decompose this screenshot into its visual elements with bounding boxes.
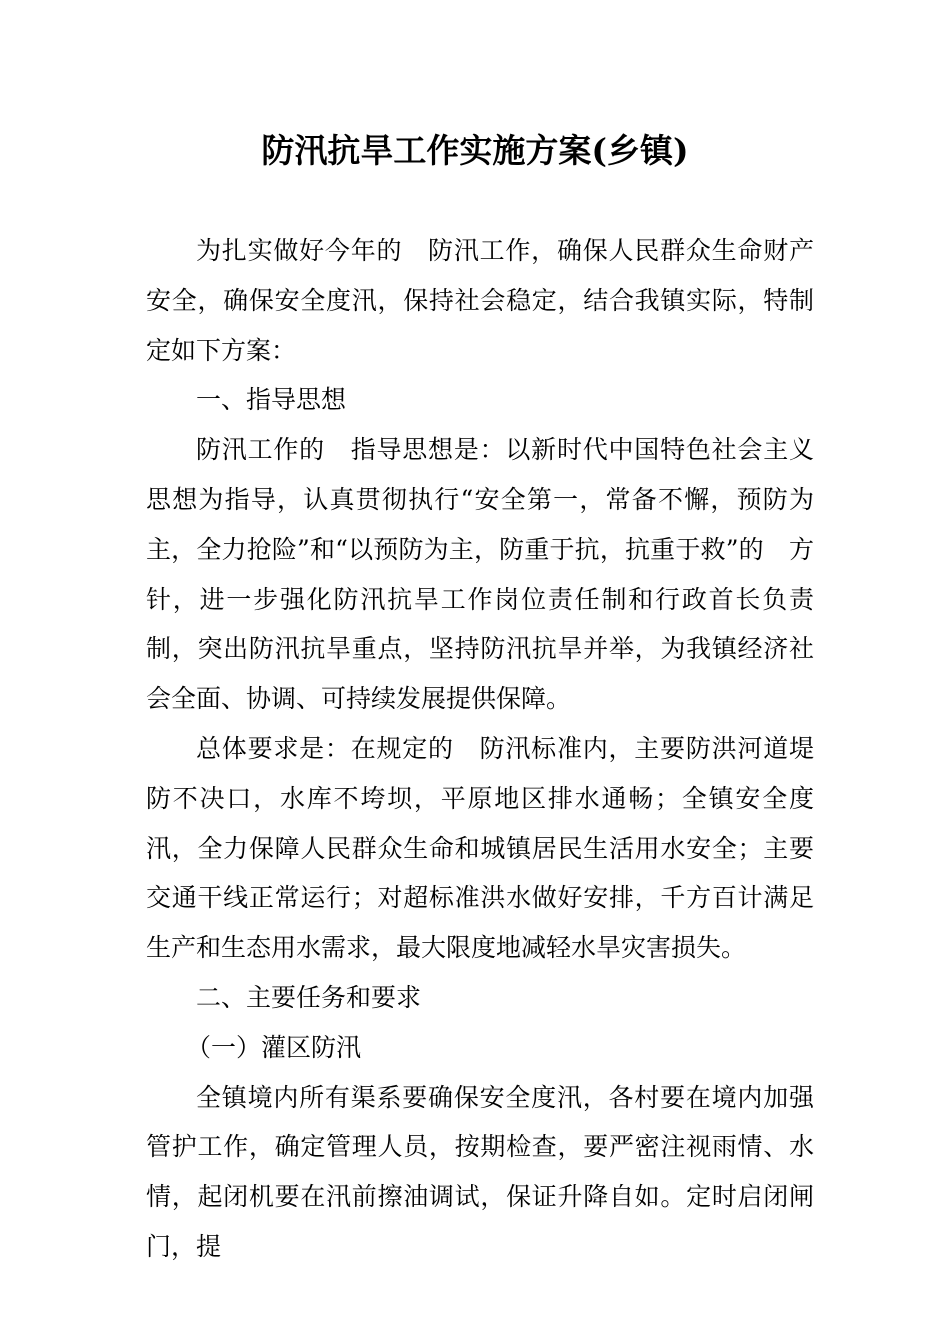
- document-body: [146, 226, 814, 1272]
- section-heading-guiding-ideology: 一、指导思想: [196, 385, 347, 415]
- subsection-heading-irrigation: （一）灌区防汛: [186, 1032, 362, 1062]
- document-title: 防汛抗旱工作实施方案(乡镇): [261, 131, 689, 170]
- irrigation-paragraph: 全镇境内所有渠系要确保安全度汛，各村要在境内加强管护工作，确定管理人员，按期检查，要严密注视雨情、水情，起闭机要在汛前擦油调试，保证升降自如。定时启闭闸门，提: [146, 1082, 814, 1261]
- guiding-ideology-paragraph: 防汛工作的 指导思想是：以新时代中国特色社会主义思想为指导，认真贯彻执行“安全第一，常备不懈，预防为主，全力抢险”和“以预防为主，防重于抗，抗重于救”的 方针，进一步强化防汛抗旱工作岗位责任制和行政首长负责制，突出防汛抗旱重点，坚持防汛抗旱并举，为我镇经济社会全面、协调、可持续发展提供保障。: [146, 435, 814, 714]
- section-heading-main-tasks: 二、主要任务和要求: [196, 982, 422, 1012]
- intro-paragraph: 为扎实做好今年的 防汛工作，确保人民群众生命财产安全，确保安全度汛，保持社会稳定，结合我镇实际，特制定如下方案：: [146, 236, 814, 365]
- overall-requirements-paragraph: 总体要求是：在规定的 防汛标准内，主要防洪河道堤防不决口，水库不垮坝，平原地区排水通畅；全镇安全度汛，全力保障人民群众生命和城镇居民生活用水安全；主要交通干线正常运行；对超标准洪水做好安排，千方百计满足生产和生态用水需求，最大限度地减轻水旱灾害损失。: [146, 733, 814, 963]
